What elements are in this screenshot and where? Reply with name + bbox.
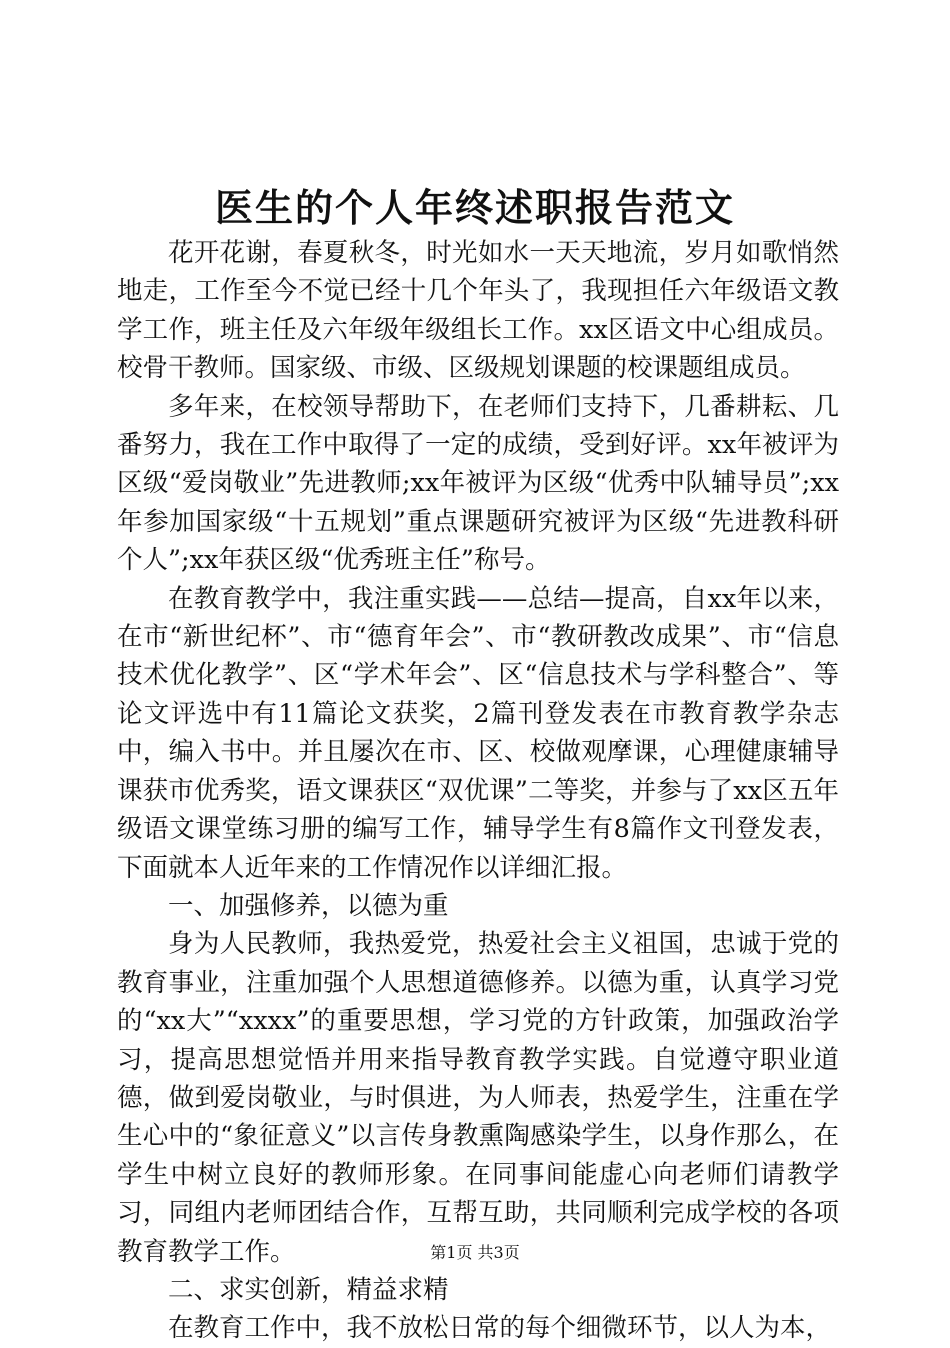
paragraph-teaching-research: 在教育教学中，我注重实践——总结—提高，自xx年以来，在市“新世纪杯”、市“德育年会”、市“教研教改成果”、市“信息技术优化教学”、区“学术年会”、区“信息技术与学科整合”、等论文评选中有11篇论文获奖，2篇刊登发表在市教育教学杂志中，编入书中。并且屡次在市、区、校做观摩课，心理健康辅导课获市优秀奖，语文课获区“双优课”二等奖，并参与了xx区五年级语文课堂练习册的编写工作，辅导学生有8篇作文刊登发表，下面就本人近年来的工作情况作以详细汇报。 — [117, 583, 839, 883]
section-heading-2: 二、求实创新，精益求精 — [168, 1274, 449, 1305]
document-body — [117, 234, 839, 1348]
section-heading-1: 一、加强修养，以德为重 — [168, 890, 449, 921]
paragraph-work: 在教育工作中，我不放松日常的每个细微环节，以人为本， — [168, 1313, 832, 1344]
paragraph-achievements: 多年来，在校领导帮助下，在老师们支持下，几番耕耘、几番努力，我在工作中取得了一定的成绩，受到好评。xx年被评为区级“爱岗敬业”先进教师;xx年被评为区级“优秀中队辅导员”;xx年参加国家级“十五规划”重点课题研究被评为区级“先进教科研个人”;xx年获区级“优秀班主任”称号。 — [117, 391, 839, 576]
page-footer: 第1页 共3页 — [430, 1243, 520, 1262]
paragraph-intro: 花开花谢，春夏秋冬，时光如水一天天地流，岁月如歌悄然地走，工作至今不觉已经十几个年头了，我现担任六年级语文教学工作，班主任及六年级年级组长工作。xx区语文中心组成员。校骨干教师。国家级、市级、区级规划课题的校课题组成员。 — [117, 238, 839, 384]
paragraph-moral: 身为人民教师，我热爱党，热爱社会主义祖国，忠诚于党的教育事业，注重加强个人思想道德修养。以德为重，认真学习党的“xx大”“xxxx”的重要思想，学习党的方针政策，加强政治学习，提高思想觉悟并用来指导教育教学实践。自觉遵守职业道德，做到爱岗敬业，与时俱进，为人师表，热爱学生，注重在学生心中的“象征意义”以言传身教熏陶感染学生，以身作那么，在学生中树立良好的教师形象。在同事间能虚心向老师们请教学习，同组内老师团结合作，互帮互助，共同顺利完成学校的各项教育教学工作。 — [117, 929, 839, 1267]
document-title: 医生的个人年终述职报告范文 — [214, 185, 735, 230]
